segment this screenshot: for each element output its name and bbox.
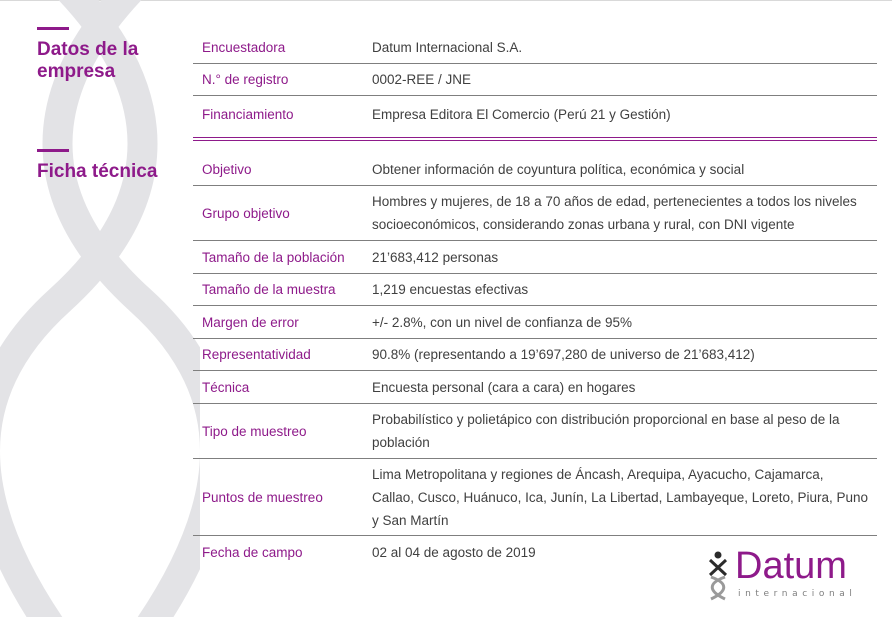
row-label: Grupo objetivo (202, 205, 290, 221)
section-empresa-heading (37, 27, 187, 83)
row-label: Tipo de muestreo (202, 423, 307, 439)
row-value: 90.8% (representando a 19’697,280 de universo de 21’683,412) (372, 347, 755, 362)
row-value: 1,219 encuestas efectivas (372, 282, 529, 297)
row-label: Objetivo (202, 162, 252, 177)
row-label: Fecha de campo (202, 544, 303, 560)
row-value: Obtener información de coyuntura política, económica y social (372, 162, 745, 177)
row-label: Encuestadora (202, 40, 286, 55)
section-divider (193, 137, 877, 141)
row-value: Empresa Editora El Comercio (Perú 21 y Gestión) (372, 106, 671, 122)
row-label: Técnica (202, 379, 250, 395)
row-value: Hombres y mujeres, de 18 a 70 años de edad, pertenecientes a todos los niveles socioeconómicos, considerando zonas urbana y rural, con DNI vigente (372, 194, 857, 232)
table-row (193, 64, 877, 96)
table-row (193, 186, 877, 241)
table-row (193, 32, 877, 64)
datum-figure-icon (708, 551, 732, 605)
section-ficha-heading (37, 149, 187, 183)
ficha-table (193, 154, 877, 568)
table-row (193, 404, 877, 459)
table-row (193, 154, 877, 186)
row-value: 0002-REE / JNE (372, 72, 472, 87)
row-label: Representatividad (202, 347, 311, 362)
row-label: Margen de error (202, 314, 299, 330)
heading-accent-bar (37, 27, 69, 30)
empresa-table (193, 32, 877, 132)
row-value: Datum Internacional S.A. (372, 40, 523, 55)
row-label: N.° de registro (202, 72, 289, 87)
row-value: 02 al 04 de agosto de 2019 (372, 544, 536, 560)
table-row (193, 371, 877, 404)
table-row (193, 459, 877, 536)
row-value: Probabilístico y polietápico con distribución proporcional en base al peso de la población (372, 412, 840, 450)
row-value: 21’683,412 personas (372, 249, 499, 265)
row-label: Tamaño de la muestra (202, 282, 336, 297)
row-label: Puntos de muestreo (202, 489, 323, 505)
row-label: Tamaño de la población (202, 249, 345, 265)
table-row (193, 306, 877, 339)
table-row (193, 339, 877, 371)
section-title: Ficha técnica (37, 161, 158, 182)
row-value: +/- 2.8%, con un nivel de confianza de 95% (372, 314, 633, 330)
logo-subtitle: internacional (738, 589, 857, 599)
section-title: Datos de la empresa (37, 39, 139, 82)
row-value: Encuesta personal (cara a cara) en hogares (372, 379, 636, 395)
row-value: Lima Metropolitana y regiones de Áncash, Arequipa, Ayacucho, Cajamarca, Callao, Cusco, Huánuco, Ica, Junín, La Libertad, Lambayeque, Loreto, Piura, Puno y San Martín (372, 466, 869, 528)
logo-wordmark: Datum (735, 545, 847, 587)
dna-decoration (0, 0, 200, 617)
heading-accent-bar (37, 149, 69, 152)
table-row (193, 96, 877, 132)
datum-logo (708, 545, 878, 605)
table-row (193, 241, 877, 274)
row-label: Financiamiento (202, 106, 294, 122)
table-row (193, 274, 877, 306)
